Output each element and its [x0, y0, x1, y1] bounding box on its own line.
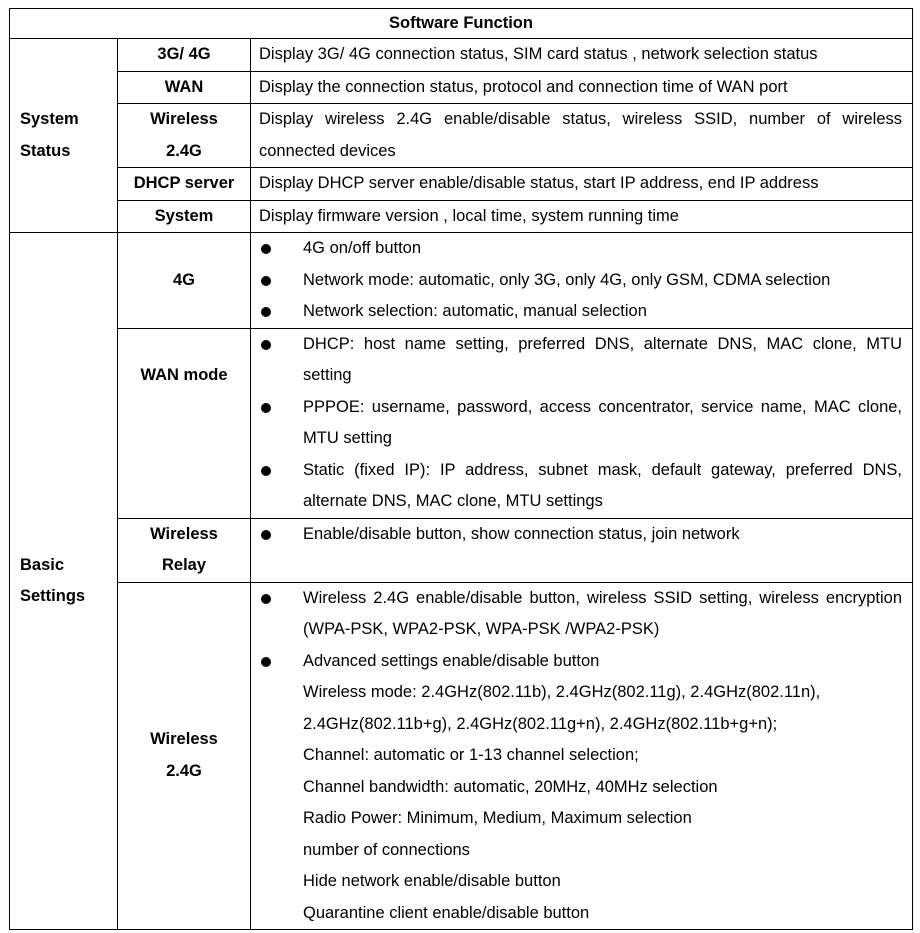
- feature-name: System: [118, 200, 251, 233]
- list-item: Static (fixed IP): IP address, subnet mask, default gateway, preferred DNS, alternate DNS, MAC clone, MTU settings: [259, 455, 902, 518]
- feature-description: [251, 328, 913, 518]
- list-item: Advanced settings enable/disable button: [259, 646, 902, 678]
- table-row: [10, 233, 913, 329]
- table-row: [10, 104, 913, 168]
- table-header-row: [10, 9, 913, 39]
- list-item: DHCP: host name setting, preferred DNS, alternate DNS, MAC clone, MTU setting: [259, 329, 902, 392]
- detail-line: Channel: automatic or 1-13 channel selection;: [303, 746, 639, 764]
- table-title: Software Function: [10, 9, 913, 39]
- feature-name: Wireless 2.4G: [118, 104, 251, 168]
- table-row: [10, 39, 913, 72]
- table-row: [10, 71, 913, 104]
- list-item: Enable/disable button, show connection status, join network: [259, 519, 902, 551]
- table-row: [10, 168, 913, 201]
- detail-line: Channel bandwidth: automatic, 20MHz, 40MHz selection: [303, 777, 718, 796]
- list-item: Network mode: automatic, only 3G, only 4G, only GSM, CDMA selection: [259, 265, 902, 297]
- feature-name: WAN: [118, 71, 251, 104]
- feature-name: DHCP server: [118, 168, 251, 201]
- detail-line: Hide network enable/disable button: [303, 872, 561, 890]
- bullet-list: [259, 583, 902, 678]
- bullet-list: [259, 233, 902, 328]
- software-function-table: [9, 8, 913, 930]
- list-item: Wireless 2.4G enable/disable button, wireless SSID setting, wireless encryption (WPA-PSK, WPA2-PSK, WPA-PSK /WPA2-PSK): [259, 583, 902, 646]
- feature-name: 3G/ 4G: [118, 39, 251, 72]
- table-row: [10, 518, 913, 582]
- feature-description: Display wireless 2.4G enable/disable status, wireless SSID, number of wireless connected devices: [251, 104, 913, 168]
- list-item: Network selection: automatic, manual selection: [259, 296, 902, 328]
- list-item: 4G on/off button: [259, 233, 902, 265]
- feature-description: Display firmware version , local time, system running time: [251, 200, 913, 233]
- category-system-status: System Status: [10, 39, 118, 233]
- detail-line: number of connections: [303, 840, 470, 859]
- table-row: [10, 328, 913, 518]
- feature-name: Wireless 2.4G: [118, 582, 251, 930]
- list-item: PPPOE: username, password, access concentrator, service name, MAC clone, MTU setting: [259, 392, 902, 455]
- feature-name: WAN mode: [118, 328, 251, 518]
- advanced-settings-details: [259, 677, 902, 929]
- category-basic-settings: Basic Settings: [10, 233, 118, 930]
- feature-description: [251, 518, 913, 582]
- detail-line: Wireless mode: 2.4GHz(802.11b), 2.4GHz(802.11g), 2.4GHz(802.11n), 2.4GHz(802.11b+g), 2.4GHz(802.11g+n), 2.4GHz(802.11b+g+n);: [303, 683, 821, 733]
- table-row: [10, 200, 913, 233]
- feature-description: Display the connection status, protocol and connection time of WAN port: [251, 71, 913, 104]
- feature-description: [251, 233, 913, 329]
- bullet-list: [259, 519, 902, 551]
- table-row: [10, 582, 913, 930]
- feature-name: Wireless Relay: [118, 518, 251, 582]
- detail-line: Radio Power: Minimum, Medium, Maximum selection: [303, 809, 692, 827]
- bullet-list: [259, 329, 902, 518]
- feature-description: Display 3G/ 4G connection status, SIM card status , network selection status: [251, 39, 913, 72]
- feature-name: 4G: [118, 233, 251, 329]
- detail-line: Quarantine client enable/disable button: [303, 903, 590, 922]
- feature-description: Display DHCP server enable/disable status, start IP address, end IP address: [251, 168, 913, 201]
- feature-description: [251, 582, 913, 930]
